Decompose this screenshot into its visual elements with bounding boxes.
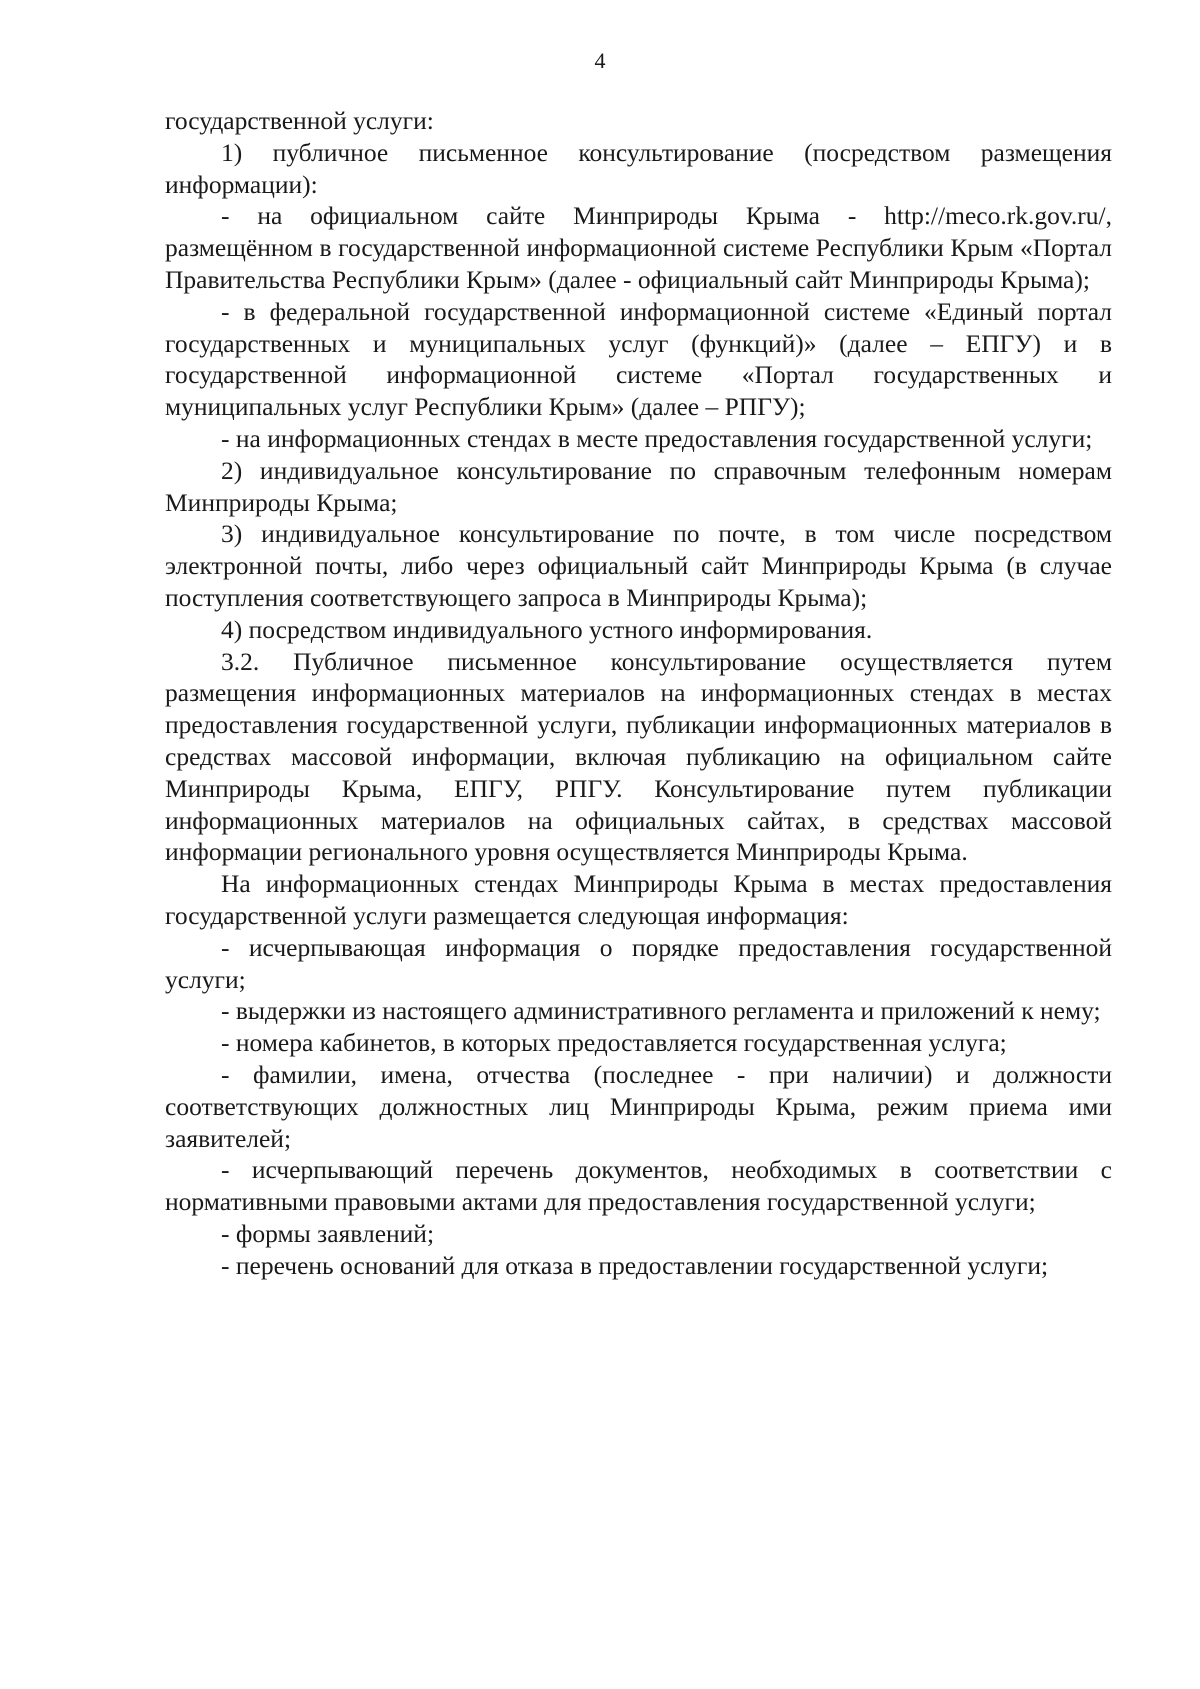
list-item-officials: - фамилии, имена, отчества (последнее - при наличии) и должности соответствующих должностных лиц Минприроды Крыма, режим приема ими заявителей;	[165, 1059, 1112, 1153]
list-item-refusal-grounds: - перечень оснований для отказа в предоставлении государственной услуги;	[221, 1250, 1049, 1280]
document-body	[165, 105, 1112, 1281]
paragraph-continuation: государственной услуги:	[165, 106, 434, 135]
paragraph-official-site: - на официальном сайте Минприроды Крыма - http://meco.rk.gov.ru/, размещённом в государственной информационной системе Республики Крым «Портал Правительства Республики Крым» (далее - официальный сайт Минприроды Крыма);	[165, 201, 1112, 294]
list-item-office-numbers: - номера кабинетов, в которых предоставляется государственная услуга;	[221, 1028, 1007, 1058]
paragraph-item-1: 1) публичное письменное консультирование (посредством размещения информации):	[165, 137, 1112, 199]
page-number: 4	[594, 48, 606, 73]
paragraph-info-stands: - на информационных стендах в месте предоставления государственной услуги;	[221, 423, 1093, 453]
paragraph-section-3-2: 3.2. Публичное письменное консультирование осуществляется путем размещения информационных материалов на информационных стендах в местах предоставления государственной услуги, публикации информационных материалов в средствах массовой информации, включая публикацию на официальном сайте Минприроды Крыма, ЕПГУ, РПГУ. Консультирование путем публикации информационных материалов на официальных сайтах, в средствах массовой информации регионального уровня осуществляется Минприроды Крыма.	[165, 646, 1112, 867]
list-item-application-forms: - формы заявлений;	[221, 1218, 435, 1248]
paragraph-epgu-rpgu: - в федеральной государственной информационной системе «Единый портал государственных и муниципальных услуг (функций)» (далее – ЕПГУ) и в государственной информационной системе «Портал государственных и муниципальных услуг Республики Крым» (далее – РПГУ);	[165, 296, 1112, 422]
paragraph-stands-intro: На информационных стендах Минприроды Крыма в местах предоставления государственной услуги размещается следующая информация:	[165, 869, 1112, 930]
list-item-documents-list: - исчерпывающий перечень документов, необходимых в соответствии с нормативными правовыми актами для предоставления государственной услуги;	[165, 1155, 1112, 1217]
list-item-procedure-info: - исчерпывающая информация о порядке предоставления государственной услуги;	[165, 932, 1112, 994]
list-item-regulation-excerpts: - выдержки из настоящего административного регламента и приложений к нему;	[221, 996, 1101, 1026]
paragraph-item-4: 4) посредством индивидуального устного информирования.	[221, 614, 873, 644]
paragraph-item-3: 3) индивидуальное консультирование по почте, в том числе посредством электронной почты, либо через официальный сайт Минприроды Крыма (в случае поступления соответствующего запроса в Минприроды Крыма);	[165, 519, 1112, 612]
paragraph-item-2: 2) индивидуальное консультирование по справочным телефонным номерам Минприроды Крыма;	[165, 455, 1112, 517]
